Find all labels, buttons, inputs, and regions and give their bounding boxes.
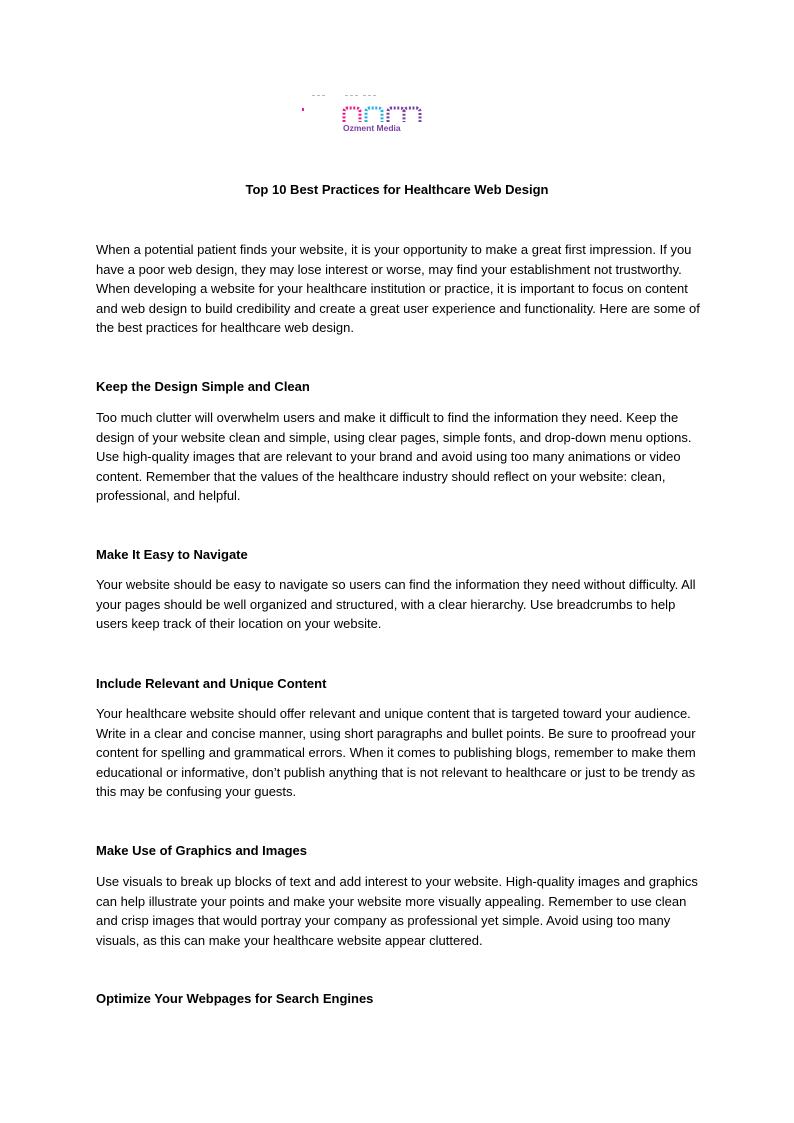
section-heading: Keep the Design Simple and Clean [96, 379, 310, 394]
section-heading: Make Use of Graphics and Images [96, 843, 307, 858]
intro-paragraph: When a potential patient finds your website, it is your opportunity to make a great first impression. If you have a poor web design, they may lose interest or worse, may find your establishment not trustworthy. When developing a website for your healthcare institution or practice, it is important to focus on content and web design to build credibility and create a great user experience and functionality. Here are some of the best practices for healthcare web design. [96, 242, 700, 335]
section-heading: Optimize Your Webpages for Search Engines [96, 991, 374, 1006]
section-heading: Include Relevant and Unique Content [96, 676, 327, 691]
section-heading: Make It Easy to Navigate [96, 547, 248, 562]
section-body: Too much clutter will overwhelm users and make it difficult to find the information they need. Keep the design of your website clean and simple, using clear pages, simple fonts, and drop-down menu options. Use high-quality images that are relevant to your brand and avoid using too many animations or video content. Remember that the values of the healthcare industry should reflect on your website: clean, professional, and helpful. [96, 410, 692, 503]
section-body: Your healthcare website should offer relevant and unique content that is targeted toward your audience. Write in a clear and concise manner, using short paragraphs and bullet points. Be sure to proofread your content for spelling and grammatical errors. When it comes to publishing blogs, remember to make them educational or informative, don’t publish anything that is not relevant to healthcare or just to be trendy as this may be confusing your guests. [96, 706, 696, 799]
document-title: Top 10 Best Practices for Healthcare Web Design [245, 182, 549, 197]
section-body: Use visuals to break up blocks of text and add interest to your website. High-quality images and graphics can help illustrate your points and make your website more visually appealing. Remember to use clean and crisp images that would portray your company as professional yet simple. Avoid using too many visuals, as this can make your healthcare website appear cluttered. [96, 874, 698, 948]
section-body: Your website should be easy to navigate so users can find the information they need without difficulty. All your pages should be well organized and structured, with a clear hierarchy. Use breadcrumbs to help users keep track of their location on your website. [96, 577, 696, 631]
logo-caption: Ozment Media [343, 123, 401, 133]
